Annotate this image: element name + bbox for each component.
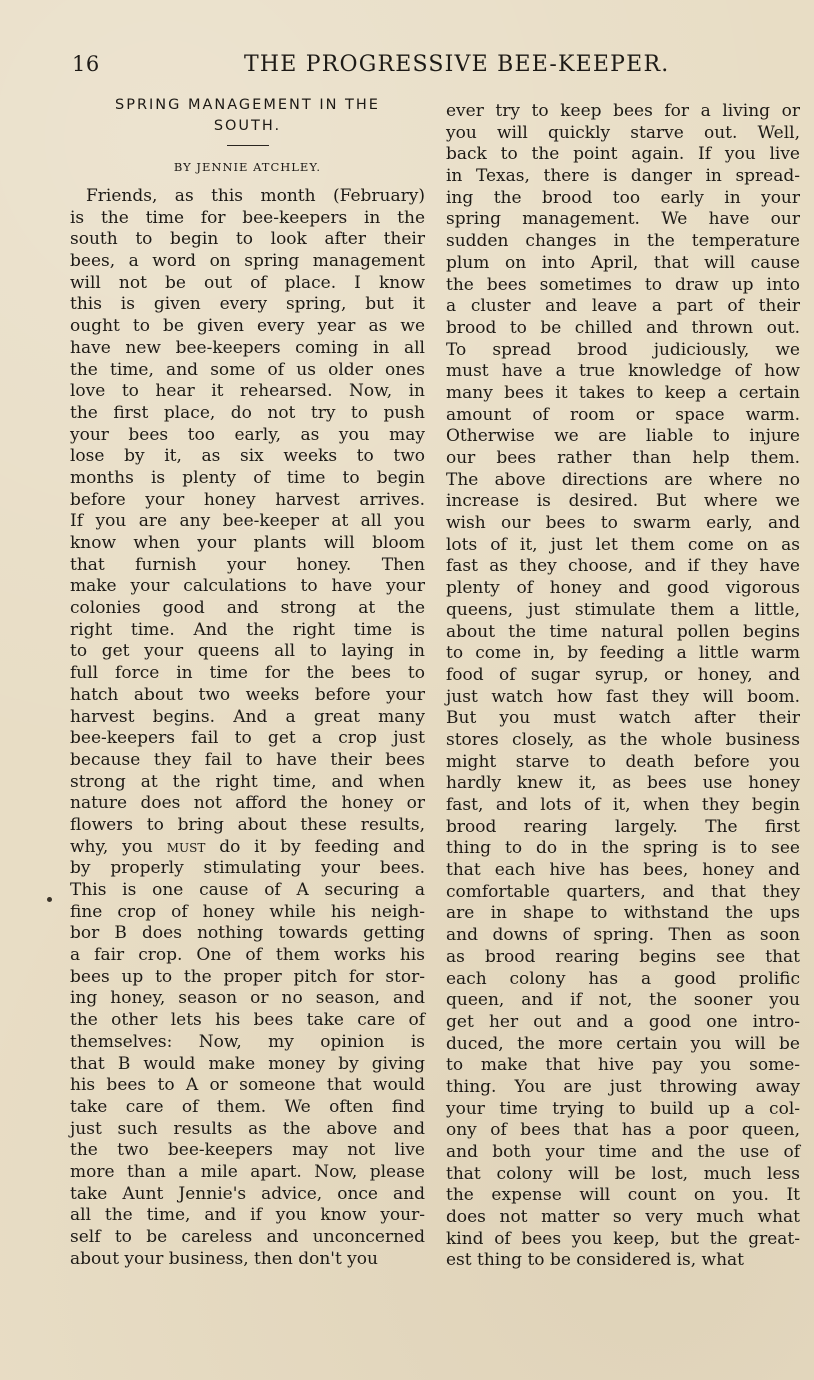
text-line: themselves: Now, my opinion is [70, 1031, 425, 1052]
page-header [72, 52, 748, 84]
text-line: all the time, and if you know your- [70, 1205, 425, 1226]
right-column [446, 101, 800, 1272]
text-line: bees, a word on spring management [70, 251, 425, 272]
text-line: Friends, as this month (February) [86, 186, 425, 206]
text-line: plum on into April, that will cause [446, 252, 800, 273]
text-line: nature does not afford the honey or [70, 793, 425, 814]
text-line: brood to be chilled and thrown out. [446, 317, 800, 338]
ink-speck [47, 897, 52, 902]
text-line: are in shape to withstand the ups [446, 903, 800, 924]
text-line: that B would make money by giving [70, 1053, 425, 1074]
text-line: the bees sometimes to draw up into [446, 274, 800, 295]
text-line: flowers to bring about these results, [70, 814, 425, 835]
text-line: full force in time for the bees to [70, 663, 425, 684]
text-line: your bees too early, as you may [70, 424, 425, 445]
text-line: the two bee-keepers may not live [70, 1140, 425, 1161]
text-line: a fair crop. One of them works his [70, 945, 425, 966]
text-line: If you are any bee-keeper at all you [70, 511, 425, 532]
text-line: bees up to the proper pitch for stor- [70, 966, 425, 987]
text-line: might starve to death before you [446, 751, 800, 772]
text-line: have new bee-keepers coming in all [70, 337, 425, 358]
text-line: bee-keepers fail to get a crop just [70, 728, 425, 749]
text-line: increase is desired. But where we [446, 491, 800, 512]
text-line: south to begin to look after their [70, 229, 425, 250]
text-line: his bees to A or someone that would [70, 1075, 425, 1096]
text-line: The above directions are where no [446, 469, 800, 490]
text-line: the expense will count on you. It [446, 1185, 800, 1206]
text-line: But you must watch after their [446, 708, 800, 729]
text-line: that furnish your honey. Then [70, 554, 425, 575]
text-line: amount of room or space warm. [446, 404, 800, 425]
text-line: queen, and if not, the sooner you [446, 990, 800, 1011]
text-line: To spread brood judiciously, we [446, 339, 800, 360]
text-line: take care of them. We often find [70, 1096, 425, 1117]
article-title-line-1: SPRING MANAGEMENT IN THE [115, 97, 380, 113]
text-line: the time, and some of us older ones [70, 359, 425, 380]
left-column-text [70, 186, 425, 1270]
text-line: must have a true knowledge of how [446, 361, 800, 382]
text-line: each colony has a good prolific [446, 968, 800, 989]
text-line: love to hear it rehearsed. Now, in [70, 381, 425, 402]
text-line: thing to do in the spring is to see [446, 838, 800, 859]
text-line: brood rearing largely. The first [446, 816, 800, 837]
text-line: hatch about two weeks before your [70, 684, 425, 705]
text-line: this is given every spring, but it [70, 294, 425, 315]
text-line: why, you must do it by feeding and [70, 836, 425, 857]
text-line: your time trying to build up a col- [446, 1098, 800, 1119]
text-line: food of sugar syrup, or honey, and [446, 664, 800, 685]
text-line: just such results as the above and [70, 1118, 425, 1139]
text-line: months is plenty of time to begin [70, 467, 425, 488]
text-line: and downs of spring. Then as soon [446, 925, 800, 946]
article-title [70, 95, 425, 137]
text-line: in Texas, there is danger in spread- [446, 166, 800, 187]
text-line: a cluster and leave a part of their [446, 296, 800, 317]
text-line: more than a mile apart. Now, please [70, 1161, 425, 1182]
text-line: wish our bees to swarm early, and [446, 513, 800, 534]
text-line: fast, and lots of it, when they begin [446, 795, 800, 815]
journal-title: THE PROGRESSIVE BEE-KEEPER. [244, 52, 670, 77]
text-line: spring management. We have our [446, 209, 800, 230]
text-line: bor B does nothing towards getting [70, 923, 425, 944]
text-line: colonies good and strong at the [70, 598, 425, 619]
text-line: and both your time and the use of [446, 1142, 800, 1162]
text-line: kind of bees you keep, but the great- [446, 1228, 800, 1249]
text-line: that each hive has bees, honey and [446, 860, 800, 881]
text-line: right time. And the right time is [70, 619, 425, 640]
text-line: take Aunt Jennie's advice, once and [70, 1183, 425, 1204]
text-line: you will quickly starve out. Well, [446, 122, 800, 143]
text-line: Otherwise we are liable to injure [446, 426, 800, 447]
text-line: duced, the more certain you will be [446, 1033, 800, 1054]
text-line: ony of bees that has a poor queen, [446, 1120, 800, 1141]
text-line: to make that hive pay you some- [446, 1055, 800, 1076]
text-line: as brood rearing begins see that [446, 946, 800, 967]
text-line: thing. You are just throwing away [446, 1076, 800, 1097]
text-line: to get your queens all to laying in [70, 641, 425, 662]
text-line: comfortable quarters, and that they [446, 881, 800, 902]
text-line: to come in, by feeding a little warm [446, 643, 800, 664]
text-line: make your calculations to have your [70, 576, 425, 597]
text-line: about your business, then don't you [70, 1248, 378, 1269]
text-line: queens, just stimulate them a little, [446, 599, 800, 620]
text-line: fast as they choose, and if they have [446, 556, 800, 577]
text-line: hardly knew it, as bees use honey [446, 773, 800, 794]
text-line: ever try to keep bees for a living or [446, 101, 800, 121]
text-line: know when your plants will bloom [70, 533, 425, 553]
text-line: lose by it, as six weeks to two [70, 446, 425, 467]
text-line: fine crop of honey while his neigh- [70, 901, 425, 922]
text-line: stores closely, as the whole business [446, 729, 800, 750]
title-divider [227, 145, 269, 146]
left-column [70, 95, 425, 1270]
text-line: sudden changes in the temperature [446, 231, 800, 252]
text-line: because they fail to have their bees [70, 749, 425, 770]
text-line: lots of it, just let them come on as [446, 534, 800, 555]
text-line: get her out and a good one intro- [446, 1011, 800, 1032]
text-line: just watch how fast they will boom. [446, 686, 800, 707]
text-line: strong at the right time, and when [70, 771, 425, 792]
text-line: harvest begins. And a great many [70, 706, 425, 727]
text-line: many bees it takes to keep a certain [446, 382, 800, 403]
text-line: ing the brood too early in your [446, 187, 800, 208]
byline: BY JENNIE ATCHLEY. [173, 160, 322, 174]
text-line: does not matter so very much what [446, 1207, 800, 1228]
text-line: est thing to be considered is, what [446, 1250, 745, 1271]
text-line: is the time for bee-keepers in the [70, 207, 425, 228]
text-line: the first place, do not try to push [70, 402, 425, 423]
page-number: 16 [72, 52, 100, 76]
article-title-line-2: SOUTH. [213, 118, 282, 134]
text-line: the other lets his bees take care of [70, 1010, 425, 1031]
text-line: self to be careless and unconcerned [70, 1227, 425, 1247]
text-line: will not be out of place. I know [70, 272, 425, 293]
text-line: ought to be given every year as we [70, 316, 425, 337]
right-column-text [446, 101, 800, 1272]
text-line: about the time natural pollen begins [446, 621, 800, 642]
text-line: This is one cause of A securing a [70, 880, 425, 900]
text-line: back to the point again. If you live [446, 144, 800, 165]
text-line: our bees rather than help them. [446, 448, 800, 468]
text-line: by properly stimulating your bees. [70, 858, 425, 879]
text-line: plenty of honey and good vigorous [446, 578, 800, 599]
text-line: that colony will be lost, much less [446, 1163, 800, 1184]
text-line: before your honey harvest arrives. [70, 489, 425, 510]
text-line: ing honey, season or no season, and [70, 988, 425, 1009]
